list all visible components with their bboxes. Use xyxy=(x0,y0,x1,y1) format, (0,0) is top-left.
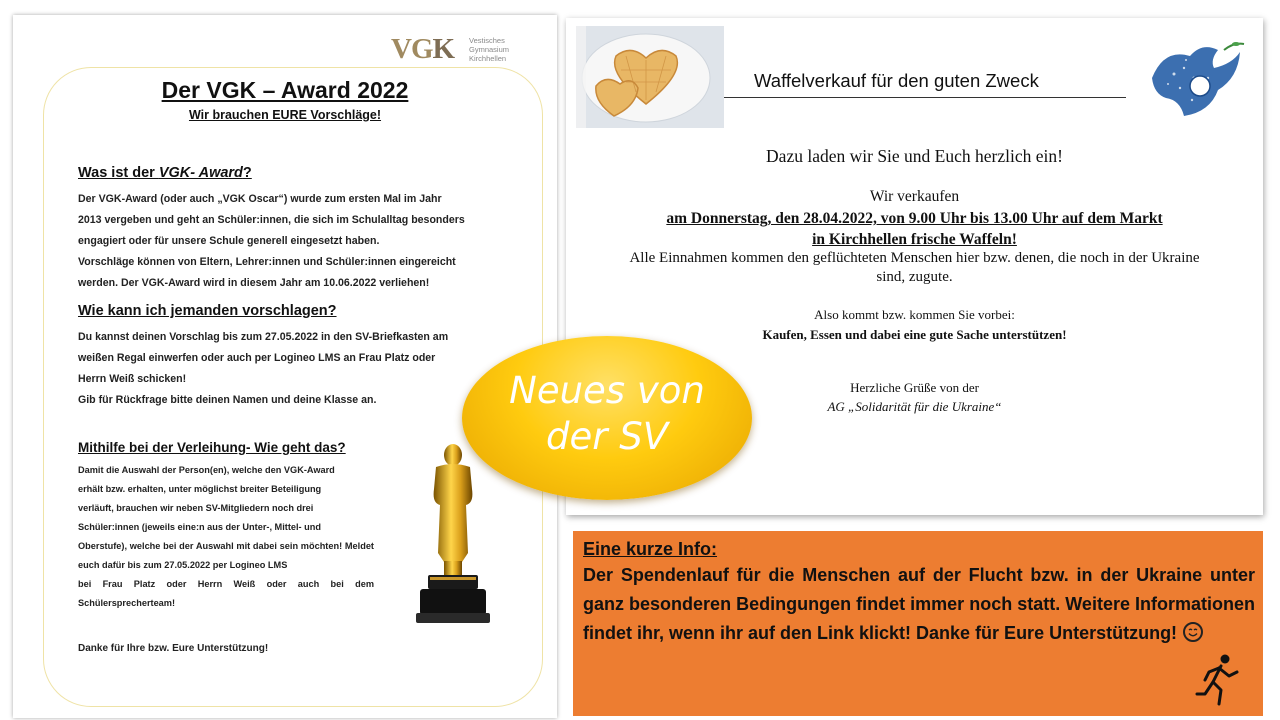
info-text: Der Spendenlauf für die Menschen auf der Flucht bzw. in der Ukraine unter ganz besonderen Bedingungen findet immer noch statt. Weitere Informationen findet ihr, wenn ihr auf den Link klickt! Danke für Eure Unterstützung! xyxy=(583,565,1255,643)
logo-school-name: Vestisches Gymnasium Kirchhellen xyxy=(469,36,510,63)
visit-slogan: Kaufen, Essen und dabei eine gute Sache unterstützen! xyxy=(762,327,1067,342)
award-subtitle: Wir brauchen EURE Vorschläge! xyxy=(188,108,382,122)
section-text-what-is: Der VGK-Award (oder auch „VGK Oscar“) wurde zum ersten Mal im Jahr 2013 vergeben und geht an Schüler:innen, die sich im Schulalltag besonders engagiert oder für unsere Schule generell eingesetzt haben. Vorschläge können von Eltern, Lehrer:innen und Schüler:innen eingereicht werden. Der VGK-Award wird in diesem Jahr am 10.06.2022 verliehen! xyxy=(78,193,465,289)
waffle-photo-icon xyxy=(576,26,724,128)
logo-mark: VGK xyxy=(391,33,455,65)
greeting-sender: AG „Solidarität für die Ukraine“ xyxy=(827,399,1002,414)
award-title: Der VGK – Award 2022 xyxy=(161,77,409,103)
section-text-how-to-nominate: Du kannst deinen Vorschlag bis zum 27.05.2022 in den SV-Briefkasten am weißen Regal einwerfen oder auch per Logineo LMS an Frau Platz oder Herrn Weiß schicken! Gib für Rückfrage bitte deinen Namen und deine Klasse an. xyxy=(78,331,449,406)
peace-dove-icon xyxy=(1144,38,1246,122)
sell-date: am Donnerstag, den 28.04.2022, von 9.00 Uhr bis 13.00 Uhr auf dem Markt in Kirchhellen frische Waffeln! xyxy=(666,210,1163,248)
visit-text: Also kommt bzw. kommen Sie vorbei: xyxy=(814,307,1015,322)
school-logo xyxy=(391,33,541,69)
info-title: Eine kurze Info: xyxy=(583,539,718,559)
proceeds-text: Alle Einnahmen kommen den geflüchteten Menschen hier bzw. denen, die noch in der Ukraine sind, zugute. xyxy=(629,250,1200,285)
news-bubble-label: Neues von der SV xyxy=(509,369,705,458)
title-divider xyxy=(724,97,1126,98)
invite-text: Dazu laden wir Sie und Euch herzlich ein! xyxy=(766,146,1063,166)
sell-intro: Wir verkaufen xyxy=(869,188,960,205)
news-bubble xyxy=(462,336,752,500)
oscar-statuette-icon xyxy=(406,443,500,629)
greeting-text: Herzliche Grüße von der xyxy=(850,380,979,395)
section-heading-help: Mithilfe bei der Verleihung- Wie geht das? xyxy=(78,440,346,455)
info-box[interactable] xyxy=(573,531,1263,716)
thanks-text: Danke für Ihre bzw. Eure Unterstützung! xyxy=(78,643,269,654)
vgk-award-flyer xyxy=(13,15,557,718)
waffle-sale-title: Waffelverkauf für den guten Zweck xyxy=(754,70,1039,91)
section-text-help: Damit die Auswahl der Person(en), welche den VGK-Award erhält bzw. erhalten, unter möglichst breiter Beteiligung verläuft, brauchen wir neben SV-Mitgliedern noch drei Schüler:innen (jeweils eine:n aus der Unter-, Mittel- und Oberstufe), welche bei der Auswahl mit dabei sein möchten! Meldet euch dafür bis zum 27.05.2022 per Logineo LMS bei Frau Platz oder Herrn Weiß oder auch bei dem Schülersprecherteam! xyxy=(78,465,374,608)
runner-icon[interactable] xyxy=(1195,652,1243,708)
section-heading-how-to-nominate: Wie kann ich jemanden vorschlagen? xyxy=(78,303,337,319)
section-heading-what-is: Was ist der VGK- Award? xyxy=(78,165,252,181)
smiley-icon xyxy=(1183,622,1203,642)
